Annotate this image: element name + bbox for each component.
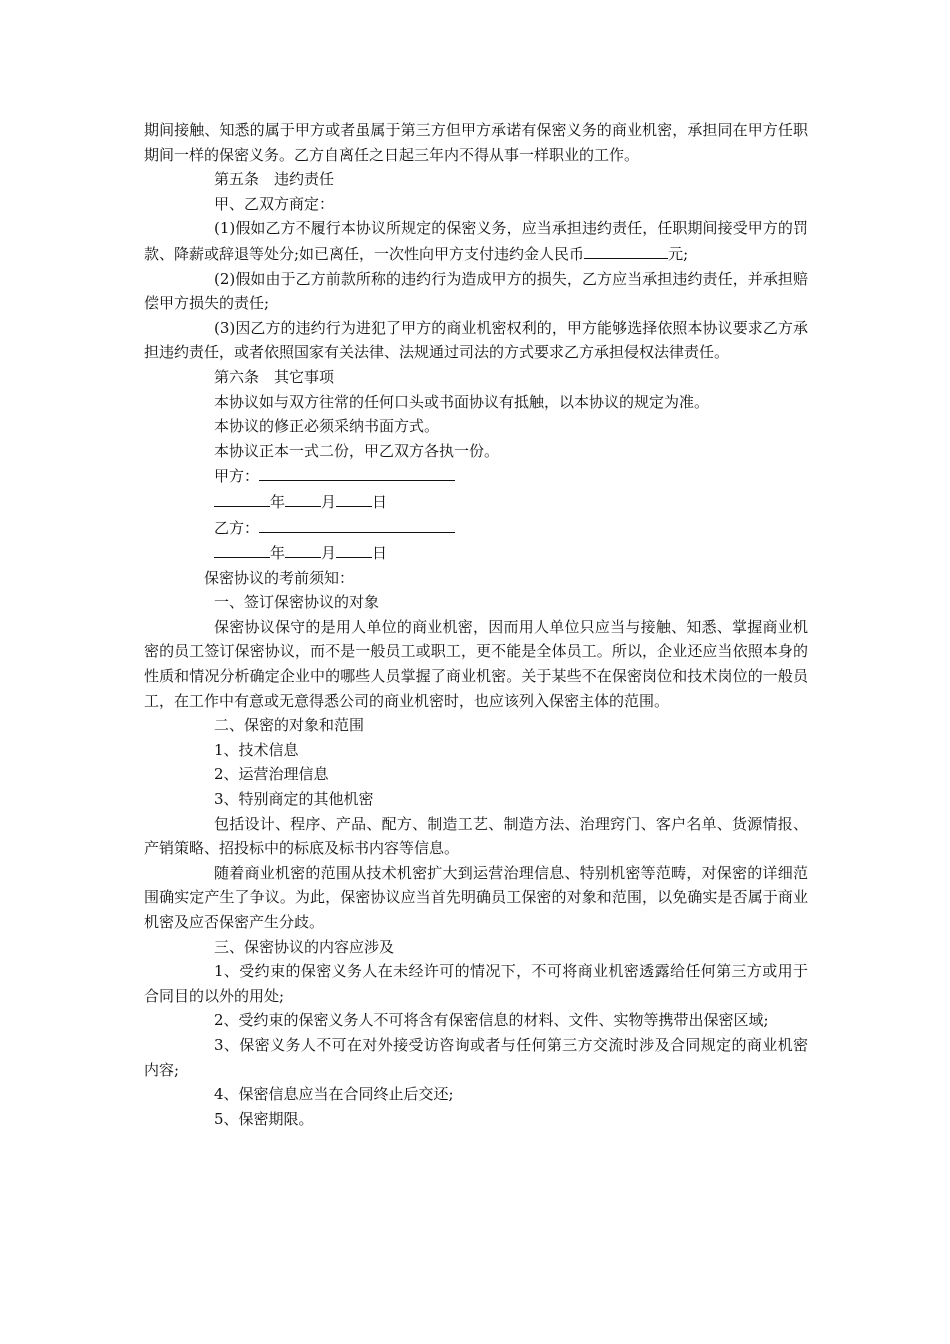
day-label: 日 — [372, 544, 388, 563]
note-3-item-1: 1、受约束的保密义务人在未经许可的情况下，不可将商业机密透露给任何第三方或用于合同目的以外的用处; — [144, 962, 808, 1005]
month-label: 月 — [321, 492, 337, 511]
note-2-item-3: 3、特别商定的其他机密 — [214, 790, 374, 809]
day-blank — [336, 540, 372, 558]
note-3-item-4: 4、保密信息应当在合同终止后交还; — [214, 1085, 454, 1104]
party-a-date-line — [144, 489, 808, 515]
article-5-intro: 甲、乙双方商定： — [214, 194, 335, 213]
party-b-date-line — [144, 540, 808, 566]
note-2-title: 二、保密的对象和范围 — [214, 716, 365, 735]
article-6-clause-3: 本协议正本一式二份，甲乙双方各执一份。 — [214, 441, 500, 460]
day-blank — [336, 489, 372, 507]
note-3-item-3: 3、保密义务人不可在对外接受访咨询或者与任何第三方交流时涉及合同规定的商业机密内容; — [144, 1035, 808, 1079]
day-label: 日 — [372, 492, 388, 511]
article-5-item-3: (3)因乙方的违约行为进犯了甲方的商业机密权利的，甲方能够选择依照本协议要求乙方承担违约责任，或者依照国家有关法律、法规通过司法的方式要求乙方承担侵权法律责任。 — [144, 318, 808, 362]
year-label: 年 — [270, 544, 286, 563]
year-blank — [214, 489, 270, 507]
article-5-item-1 — [144, 216, 808, 266]
paragraph-continuation: 期间接触、知悉的属于甲方或者虽属于第三方但甲方承诺有保密义务的商业机密，承担同在甲方任职期间一样的保密义务。乙方自离任之日起三年内不得从事一样职业的工作。 — [144, 121, 808, 164]
document-page — [144, 118, 808, 1131]
note-3-title: 三、保密协议的内容应涉及 — [214, 937, 395, 956]
party-b-signature-line — [144, 515, 808, 541]
note-1-title: 一、签订保密协议的对象 — [214, 593, 380, 612]
notes-title: 保密协议的考前须知： — [204, 568, 355, 587]
month-label: 月 — [321, 544, 337, 563]
party-b-signature-blank — [259, 515, 455, 533]
note-2-body-2: 随着商业机密的范围从技术机密扩大到运营治理信息、特别机密等范畴，对保密的详细范围确实定产生了争议。为此，保密协议应当首先明确员工保密的对象和范围，以免确实是否属于商业机密及应否保密产生分歧。 — [144, 863, 808, 931]
note-3-item-5: 5、保密期限。 — [214, 1109, 314, 1128]
year-blank — [214, 540, 270, 558]
party-a-signature-line — [144, 463, 808, 489]
article-5-title: 第五条 违约责任 — [214, 170, 335, 189]
month-blank — [285, 489, 321, 507]
party-a-label: 甲方： — [214, 467, 260, 486]
note-1-body: 保密协议保守的是用人单位的商业机密，因而用人单位只应当与接触、知悉、掌握商业机密的员工签订保密协议，而不是一般员工或职工，更不能是全体员工。所以，企业还应当依照本身的性质和情况分析确定企业中的哪些人员掌握了商业机密。关于某些不在保密岗位和技术岗位的一般员工，在工作中有意或无意得悉公司的商业机密时，也应该列入保密主体的范围。 — [144, 617, 808, 710]
month-blank — [285, 540, 321, 558]
article-5-item-1-text: (1)假如乙方不履行本协议所规定的保密义务，应当承担违约责任，任职期间接受甲方的罚款、降薪或辞退等处分;如已离任，一次性向甲方支付违约金人民币 — [144, 219, 808, 263]
note-2-body-1: 包括设计、程序、产品、配方、制造工艺、制造方法、治理窍门、客户名单、货源情报、产销策略、招投标中的标底及标书内容等信息。 — [144, 814, 808, 858]
year-label: 年 — [270, 492, 286, 511]
note-2-item-2: 2、运营治理信息 — [214, 765, 329, 784]
party-b-label: 乙方： — [214, 518, 260, 537]
party-a-signature-blank — [259, 463, 455, 481]
article-5-item-1-suffix: 元; — [668, 244, 689, 263]
article-6-clause-2: 本协议的修正必须采纳书面方式。 — [214, 417, 440, 436]
note-3-item-2: 2、受约束的保密义务人不可将含有保密信息的材料、文件、实物等携带出保密区域; — [214, 1011, 769, 1030]
penalty-amount-blank — [584, 241, 668, 259]
note-2-item-1: 1、技术信息 — [214, 740, 299, 759]
article-6-title: 第六条 其它事项 — [214, 367, 335, 386]
article-5-item-2: (2)假如由于乙方前款所称的违约行为造成甲方的损失，乙方应当承担违约责任，并承担赔偿甲方损失的责任; — [144, 269, 808, 313]
article-6-clause-1: 本协议如与双方往常的任何口头或书面协议有抵触，以本协议的规定为准。 — [214, 392, 710, 411]
